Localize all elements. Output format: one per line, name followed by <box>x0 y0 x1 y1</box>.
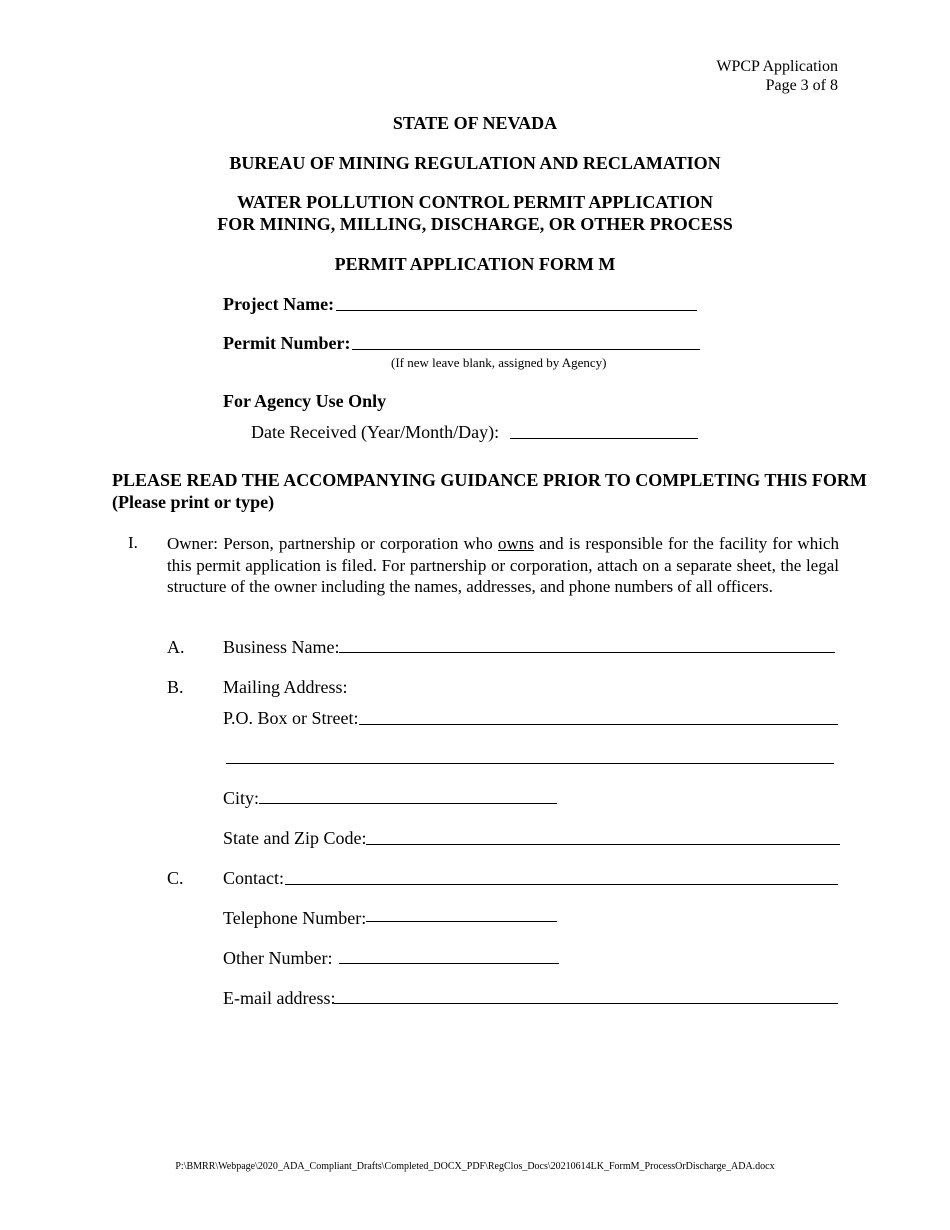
permit-number-note: (If new leave blank, assigned by Agency) <box>391 355 607 370</box>
po-box-field[interactable] <box>359 724 838 725</box>
item-b-letter: B. <box>167 677 184 697</box>
header-app-name: WPCP Application <box>716 58 838 75</box>
telephone-field[interactable] <box>366 921 557 922</box>
header-page-info: Page 3 of 8 <box>765 77 838 94</box>
title-state: STATE OF NEVADA <box>392 113 558 133</box>
email-field[interactable] <box>334 1003 838 1004</box>
date-received-label: Date Received (Year/Month/Day): <box>251 422 500 442</box>
permit-number-field[interactable] <box>352 349 700 350</box>
project-name-field[interactable] <box>336 310 697 311</box>
title-bureau: BUREAU OF MINING REGULATION AND RECLAMATION <box>229 153 721 173</box>
title-form: PERMIT APPLICATION FORM M <box>334 254 616 274</box>
title-application-line1: WATER POLLUTION CONTROL PERMIT APPLICATION <box>236 192 714 212</box>
address-line2-field[interactable] <box>226 763 834 764</box>
other-number-field[interactable] <box>339 963 559 964</box>
business-name-label: Business Name: <box>223 637 340 657</box>
po-box-label: P.O. Box or Street: <box>223 708 359 728</box>
item-a-letter: A. <box>167 637 185 657</box>
owner-text-before: Owner: Person, partnership or corporation who <box>167 534 499 553</box>
guidance-notice: PLEASE READ THE ACCOMPANYING GUIDANCE PRIOR TO COMPLETING THIS FORM <box>112 470 867 490</box>
date-received-field[interactable] <box>510 438 698 439</box>
city-field[interactable] <box>259 803 557 804</box>
mailing-address-label: Mailing Address: <box>223 677 348 697</box>
city-label: City: <box>223 788 260 808</box>
agency-heading: For Agency Use Only <box>223 391 387 411</box>
email-label: E-mail address: <box>223 988 336 1008</box>
title-application-line2: FOR MINING, MILLING, DISCHARGE, OR OTHER PROCESS <box>217 214 733 234</box>
owner-text-after: and is responsible for the facility for which this permit application is filed. For partnership or corporation, attach on a separate sheet, the legal structure of the owner including the names, addresses, and phone numbers of all officers. <box>167 534 839 596</box>
state-zip-label: State and Zip Code: <box>223 828 367 848</box>
permit-number-label: Permit Number: <box>223 333 351 353</box>
print-or-type-note: (Please print or type) <box>112 492 275 512</box>
contact-label: Contact: <box>223 868 284 888</box>
contact-field[interactable] <box>285 884 838 885</box>
business-name-field[interactable] <box>339 652 835 653</box>
footer-file-path: P:\BMRR\Webpage\2020_ADA_Compliant_Drafts\Completed_DOCX_PDF\RegClos_Docs\20210614LK_FormM_ProcessOrDischarge_ADA.docx <box>175 1161 775 1172</box>
owner-description <box>167 533 839 598</box>
project-name-label: Project Name: <box>223 294 335 314</box>
telephone-label: Telephone Number: <box>223 908 367 928</box>
owner-text-underlined: owns <box>498 534 534 553</box>
section-numeral: I. <box>128 533 138 552</box>
other-number-label: Other Number: <box>223 948 333 968</box>
item-c-letter: C. <box>167 868 184 888</box>
state-zip-field[interactable] <box>366 844 840 845</box>
